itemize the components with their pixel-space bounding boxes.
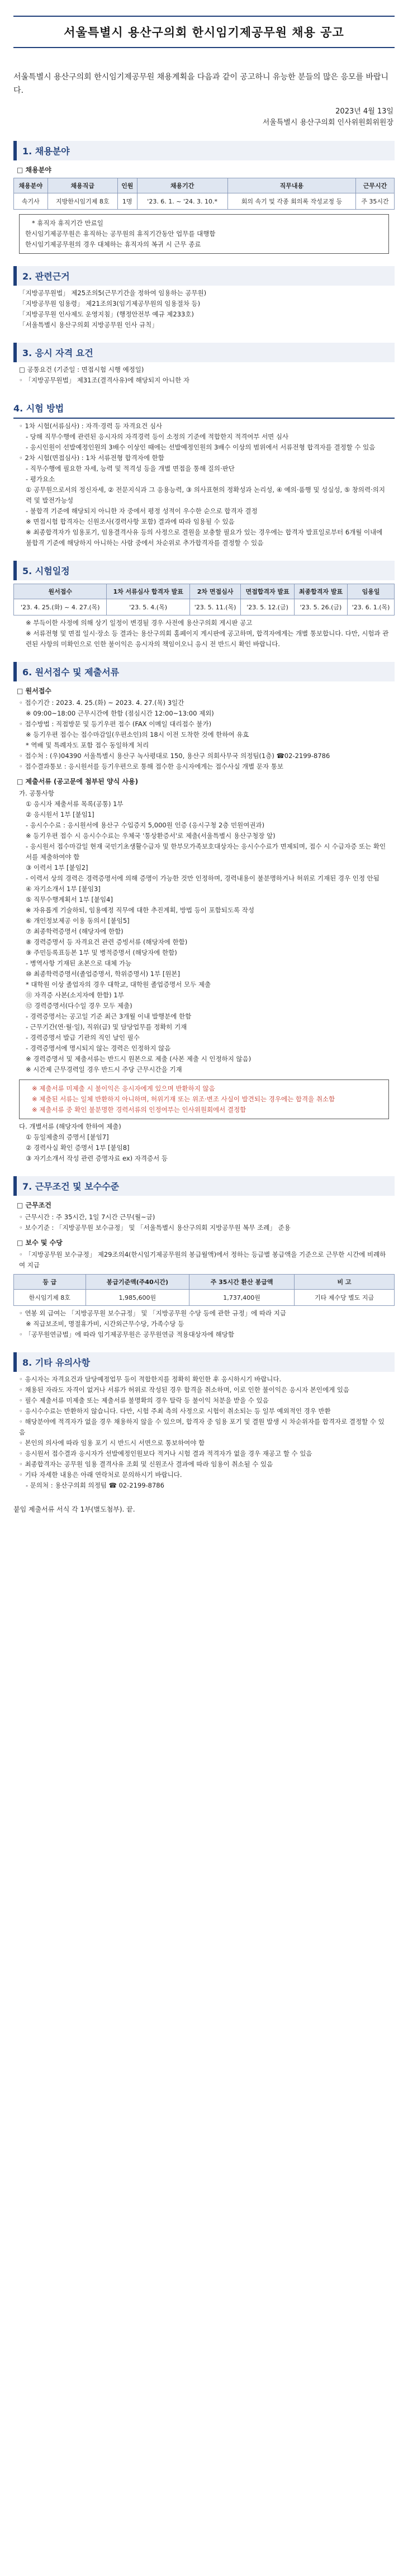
column-header: 면접합격자 발표 — [241, 584, 294, 599]
table-cell: 1,737,400원 — [189, 1290, 295, 1306]
signer: 서울특별시 용산구의회 인사위원회위원장 — [262, 119, 393, 127]
list-item: ③ 자기소개서 작성 관련 증명자료 ex) 자격증서 등 — [26, 1154, 168, 1162]
list-item: ⑨ 주민등록표등본 1부 및 병적증명서 (해당자에 한함) — [26, 949, 177, 956]
table-header-row — [14, 584, 395, 599]
list-item: - 문의처 : 용산구의회 의정팀 ☎ 02-2199-8786 — [26, 1481, 164, 1489]
list-item: - 불합격 기준에 해당되지 아니한 자 중에서 평정 성적이 우수한 순으로 합격자 결정 — [26, 507, 258, 515]
table-cell: 한시임기제 8호 — [14, 1290, 86, 1306]
section-body — [19, 618, 389, 650]
section-heading: 8. 기타 유의사항 — [13, 1352, 395, 1372]
list-item: - 병역사항 기재된 초본으로 대체 가능 — [26, 959, 132, 967]
list-item: ※ 경력증명서 및 제출서류는 반드시 원본으로 제출 (사본 제출 시 인정하지 않음) — [26, 1055, 252, 1063]
list-item: - 응시수수료 : 응시원서에 용산구 수입증지 5,000원 인증 (응시구청 2층 민원여권과) — [26, 821, 265, 829]
column-header: 인원 — [117, 178, 137, 193]
column-header: 근무시간 — [356, 178, 395, 193]
date-line — [15, 106, 393, 129]
table-row — [14, 1290, 395, 1306]
list-item: ◦ 접수결과통보 : 응시원서를 등기우편으로 통해 접수한 응시자에게는 접수사실 개별 문자 통보 — [19, 763, 284, 770]
schedule-table — [13, 584, 395, 615]
list-item: * 역배 및 특례자도 포함 접수 동일하게 처리 — [26, 741, 149, 749]
list-item: ③ 이력서 1부 [붙임2] — [26, 864, 88, 872]
list-item: ◦ 「공무원연금법」에 따라 임기제공무원은 공무원연금 적용대상자에 해당함 — [19, 1330, 234, 1338]
section-body — [19, 1308, 389, 1340]
table-cell: '23. 5. 4.(목) — [107, 599, 189, 615]
list-item: ⑧ 경력증명서 등 자격요건 관련 증빙서류 (해당자에 한함) — [26, 938, 188, 946]
list-item: ◦ 본인의 의사에 따라 임용 포기 시 반드시 서면으로 통보하여야 함 — [19, 1439, 205, 1447]
list-item: * 휴직자 휴직기간 만료일 — [32, 219, 103, 227]
table-cell: '23. 6. 1. ~ '24. 3. 10.* — [137, 193, 227, 210]
list-item: ※ 시간제 근무경력일 경우 반드시 주당 근무시간을 기재 — [26, 1066, 182, 1073]
list-item: ⑦ 최종학력증명서 (해당자에 한함) — [26, 927, 124, 935]
list-item: ◦ 「지방공무원법」 제31조(결격사유)에 해당되지 아니한 자 — [19, 376, 189, 384]
list-item: ※ 제출서류 중 확인 불분명한 경력서류의 인정여부는 인사위원회에서 결정함 — [32, 1106, 246, 1114]
list-item: ◦ 1차 시험(서류심사) : 자격·경력 등 자격요건 심사 — [19, 422, 163, 430]
list-item: ※ 최종합격자가 임용포기, 임용결격사유 등의 사정으로 결원을 보충할 필요가 있는 경우에는 합격자 발표일로부터 6개월 이내에 불합격 기준에 해당하지 아니하는 사람 중에서 차순위로 추가합격자를 결정할 수 있음 — [26, 528, 383, 547]
column-header: 비 고 — [295, 1275, 395, 1290]
section-body — [19, 1121, 389, 1164]
section-body — [19, 364, 389, 386]
section-heading: 2. 관련근거 — [13, 266, 395, 286]
column-header: 2차 면접심사 — [189, 584, 241, 599]
table-header-row — [14, 1275, 395, 1290]
list-item: - 경력증명서 발급 기관의 직인 날인 필수 — [26, 1034, 140, 1041]
section-heading: 3. 응시 자격 요건 — [13, 343, 395, 362]
column-header: 주 35시간 환산 봉급액 — [189, 1275, 295, 1290]
list-item: - 당해 직무수행에 관련된 응시자의 자격경력 등이 소정의 기준에 적합한지 적격여부 서면 심사 — [26, 433, 289, 441]
list-item: 다. 개별서류 (해당자에 한하여 제출) — [19, 1123, 121, 1130]
list-item: ※ 제출된 서류는 일체 반환하지 아니하며, 허위기재 또는 위조·변조 사실이 발견되는 경우에는 합격을 취소함 — [32, 1095, 335, 1103]
list-item: ※ 09:00~18:00 근무시간에 한함 (점심시간 12:00~13:00 제외) — [26, 709, 214, 717]
list-item: ◦ 해당분야에 적격자가 없을 경우 채용하지 않을 수 있으며, 합격자 중 임용 포기 및 결원 발생 시 차순위자를 합격자로 결정할 수 있음 — [19, 1418, 385, 1436]
section-body — [19, 1374, 389, 1491]
list-item: 한시임기제공무원은 휴직하는 공무원의 휴직기간동안 업무를 대행함 — [25, 230, 216, 238]
list-item: - 평가요소 — [26, 475, 55, 483]
table-cell: '23. 6. 1.(목) — [348, 599, 395, 615]
pay-table — [13, 1274, 395, 1306]
table-row — [14, 193, 395, 210]
list-item: - 이력서 상의 경력은 경력증명서에 의해 증명이 가능한 것만 인정하며, 경력내용이 불분명하거나 허위로 기재된 경우 인정 안됨 — [26, 874, 379, 882]
list-item: ※ 자유롭게 기술하되, 임용예정 직무에 대한 추진계획, 방법 등이 포함되도록 작성 — [26, 906, 254, 914]
column-header: 임용일 — [348, 584, 395, 599]
list-item: - 경력증명서에 명시되지 않는 경력은 인정하지 않음 — [26, 1044, 171, 1052]
table-cell: 기타 제수당 별도 지급 — [295, 1290, 395, 1306]
recruit-table — [13, 178, 395, 210]
list-item: ② 경력사실 확인 증명서 1부 [붙임8] — [26, 1144, 130, 1152]
section-body — [19, 421, 389, 548]
table-cell: '23. 5. 12.(금) — [241, 599, 294, 615]
list-item: ◦ 응시수수료는 반환하지 않습니다. 다만, 시험 주최 측의 사정으로 시험이 취소되는 등 일부 예외적인 경우 반환 — [19, 1407, 331, 1415]
list-item: ⑫ 경력증명서(다수일 경우 모두 제출) — [26, 1002, 132, 1010]
table-cell: 속기사 — [14, 193, 48, 210]
section-body — [19, 1212, 389, 1233]
intro-text: 서울특별시 용산구의회 한시임기제공무원 채용계획을 다음과 같이 공고하니 유능한 분들의 많은 응모를 바랍니다. — [13, 73, 389, 95]
table-cell: 주 35시간 — [356, 193, 395, 210]
footer-note: 붙임 제출서류 서식 각 1부(별도첨부). 끝. — [13, 1505, 135, 1513]
list-item: ◦ 연봉 외 급여는 「지방공무원 보수규정」 및 「지방공무원 수당 등에 관한 규정」에 따라 지급 — [19, 1309, 287, 1317]
list-item: ◦ 2차 시험(면접심사) : 1차 서류전형 합격자에 한함 — [19, 454, 164, 462]
list-item: ※ 등기우편 접수 시 응시수수료는 우체국 '통상환증서'로 제출(서울특별시 용산구청장 앞) — [26, 832, 276, 840]
column-header: 원서접수 — [14, 584, 107, 599]
list-item: ※ 등기우편 접수는 접수마감일(우편소인)의 18시 이전 도착한 것에 한하여 유효 — [26, 731, 249, 738]
pay-note: ◦ 「지방공무원 보수규정」 제29조의4(한시임기제공무원의 봉급월액)에서 정하는 등급별 봉급액을 기준으로 근무한 시간에 비례하여 지급 — [19, 1251, 386, 1269]
list-item: 「서울특별시 용산구의회 지방공무원 인사 규칙」 — [19, 321, 158, 329]
list-item: ⑪ 자격증 사본(소지자에 한함) 1부 — [26, 991, 124, 999]
column-header: 직무내용 — [227, 178, 355, 193]
list-item: ◦ 최종합격자는 공무원 임용 결격사유 조회 및 신원조사 결과에 따라 임용이 취소될 수 있음 — [19, 1460, 273, 1468]
list-item: ◦ 보수기준 : 「지방공무원 보수규정」 및 「서울특별시 용산구의회 지방공무원 복무 조례」 준용 — [19, 1224, 291, 1232]
list-item: ① 응시자 제출서류 목록(공통) 1부 — [26, 800, 124, 808]
column-header: 채용직급 — [48, 178, 117, 193]
list-item: ① 등일제출의 증명서 [붙임7] — [26, 1133, 109, 1141]
section-heading: 5. 시험일정 — [13, 561, 395, 580]
list-item: ◦ 응시자는 자격요건과 담당예정업무 등이 적합한지를 정확히 확인한 후 응시하시기 바랍니다. — [19, 1375, 282, 1383]
table-header-row — [14, 178, 395, 193]
column-header: 등 급 — [14, 1275, 86, 1290]
section-heading: 7. 근무조건 및 보수수준 — [13, 1176, 395, 1196]
list-item: ◦ 근무시간 : 주 35시간, 1일 7시간 근무(월~금) — [19, 1213, 155, 1221]
page-title: 서울특별시 용산구의회 한시임기제공무원 채용 공고 — [13, 16, 395, 48]
list-item: ※ 부득이한 사정에 의해 상기 일정이 변경될 경우 사전에 용산구의회 게시판 공고 — [26, 619, 253, 627]
section-body — [19, 788, 389, 1075]
list-item: ⑩ 최종학력증명서(졸업증명서, 학위증명서) 1부 [원본] — [26, 970, 181, 978]
column-header: 봉급기준액(주40시간) — [86, 1275, 189, 1290]
list-item: ② 응시원서 1부 [붙임1] — [26, 811, 94, 818]
section-heading: 6. 원서접수 및 제출서류 — [13, 662, 395, 681]
list-item: ※ 제출서류 미제출 시 불이익은 응시자에게 있으며 반환하지 않음 — [32, 1085, 215, 1092]
list-item: 「지방공무원 임용령」 제21조의3(임기제공무원의 임용절차 등) — [19, 300, 201, 307]
list-item: ※ 직급보조비, 명절휴가비, 시간외근무수당, 가족수당 등 — [26, 1320, 184, 1328]
list-item: ◦ 접수처 : (우)04390 서울특별시 용산구 녹사평대로 150, 용산구 의회사무국 의정팀(1층) ☎02-2199-8786 — [19, 752, 330, 760]
list-item: ◦ 필수 제출서류 미제출 또는 제출서류 불명확의 경우 탈락 등 불이익 처분을 받을 수 있음 — [19, 1396, 269, 1404]
list-item: ◦ 접수기간 : 2023. 4. 25.(화) ~ 2023. 4. 27.(목) 3일간 — [19, 699, 184, 707]
list-item: - 응시인원이 선발예정인원의 3배수 이상인 때에는 선발예정인원의 3배수 이상의 범위에서 서류전형 합격자를 결정할 수 있음 — [26, 443, 376, 451]
section-body — [19, 698, 389, 772]
sub-heading: □ 채용분야 — [17, 166, 51, 174]
list-item: 「지방공무원법」 제25조의5(근무기간을 정하여 임용하는 공무원) — [19, 289, 207, 297]
table-cell: 1,985,600원 — [86, 1290, 189, 1306]
table-cell: 1명 — [117, 193, 137, 210]
list-item: - 직무수행에 필요한 자세, 능력 및 적격성 등을 개별 면접을 통해 질의·판단 — [26, 465, 235, 472]
table-cell: 회의 속기 및 각종 회의록 작성교정 등 — [227, 193, 355, 210]
list-item: ※ 면접시험 합격자는 신원조사(경력사항 포함) 결과에 따라 임용될 수 있음 — [26, 518, 235, 525]
table-cell: 지방한시임기제 8호 — [48, 193, 117, 210]
list-item: 「지방공무원 인사제도 운영지침」(행정안전부 예규 제233호) — [19, 310, 194, 318]
list-item: ⑤ 직무수행계획서 1부 [붙임4] — [26, 896, 113, 903]
list-item: ◦ 접수방법 : 직접방문 및 등기우편 접수 (FAX 이메일 대리접수 불가) — [19, 720, 212, 728]
list-item: - 경력증명서는 공고일 기준 최근 3개월 이내 발행분에 한함 — [26, 1012, 192, 1020]
section-heading: 4. 시험 방법 — [13, 398, 395, 419]
column-header: 1차 서류심사 합격자 발표 — [107, 584, 189, 599]
section-heading: 1. 채용분야 — [13, 141, 395, 160]
list-item: 한시임기제공무원의 경우 대체하는 휴직자의 복귀 시 근무 종료 — [25, 240, 201, 248]
table-cell: '23. 5. 26.(금) — [294, 599, 347, 615]
list-item: ◦ 채용된 자라도 자격이 없거나 서류가 허위로 작성된 경우 합격을 취소하며, 이로 인한 불이익은 응시자 본인에게 있음 — [19, 1386, 350, 1394]
sub-heading: □ 근무조건 — [17, 1201, 51, 1209]
announce-date: 2023년 4월 13일 — [335, 107, 393, 116]
notes-box — [19, 214, 389, 254]
table-row — [14, 599, 395, 615]
column-header: 최종합격자 발표 — [294, 584, 347, 599]
list-item: ◦ 기타 자세한 내용은 아래 연락처로 문의하시기 바랍니다. — [19, 1471, 182, 1479]
table-cell: '23. 5. 11.(목) — [189, 599, 241, 615]
column-header: 채용분야 — [14, 178, 48, 193]
list-item: - 근무기간(연·월·일), 직위(급) 및 담당업무를 정확히 기재 — [26, 1023, 187, 1031]
sub-heading: □ 보수 및 수당 — [17, 1239, 63, 1247]
sub-heading: □ 원서접수 — [17, 687, 51, 695]
list-item: * 대학원 이상 졸업자의 경우 대학교, 대학원 졸업증명서 모두 제출 — [26, 981, 211, 988]
list-item: 가. 공통사항 — [19, 789, 54, 797]
warning-box — [19, 1079, 389, 1119]
list-item: ④ 자기소개서 1부 [붙임3] — [26, 885, 101, 893]
list-item: ⑥ 개인정보제공 이용 동의서 [붙임5] — [26, 917, 130, 925]
column-header: 채용기간 — [137, 178, 227, 193]
table-cell: '23. 4. 25.(화) ~ 4. 27.(목) — [14, 599, 107, 615]
section-body — [19, 288, 389, 330]
list-item: - 응시원서 접수마감일 현재 국민기초생활수급자 및 한부모가족보호대상자는 응시수수료가 면제되며, 접수 시 수급자증 또는 확인서를 제출하여야 함 — [26, 842, 386, 861]
list-item: ※ 서류전형 및 면접 일시·장소 등 결과는 용산구의회 홈페이지 게시판에 공고하며, 합격자에게는 개별 통보합니다. 다만, 시험과 관련된 사항의 미확인으로 인한 불이익은 응시자의 책임이오니 응시 전 반드시 확인 바랍니다. — [26, 629, 389, 648]
list-item: ◦ 응시원서 접수결과 응시자가 선발예정인원보다 적거나 시험 결과 적격자가 없을 경우 재공고 할 수 있음 — [19, 1450, 312, 1457]
list-item: □ 공통요건 (기준일 : 면접시험 시행 예정일) — [19, 366, 144, 373]
list-item: ① 공무원으로서의 정신자세, ② 전문지식과 그 응용능력, ③ 의사표현의 정확성과 논리성, ④ 예의·품행 및 성실성, ⑤ 창의력·의지력 및 발전가능성 — [26, 486, 385, 504]
sub-heading: □ 제출서류 (공고문에 첨부된 양식 사용) — [17, 778, 139, 785]
